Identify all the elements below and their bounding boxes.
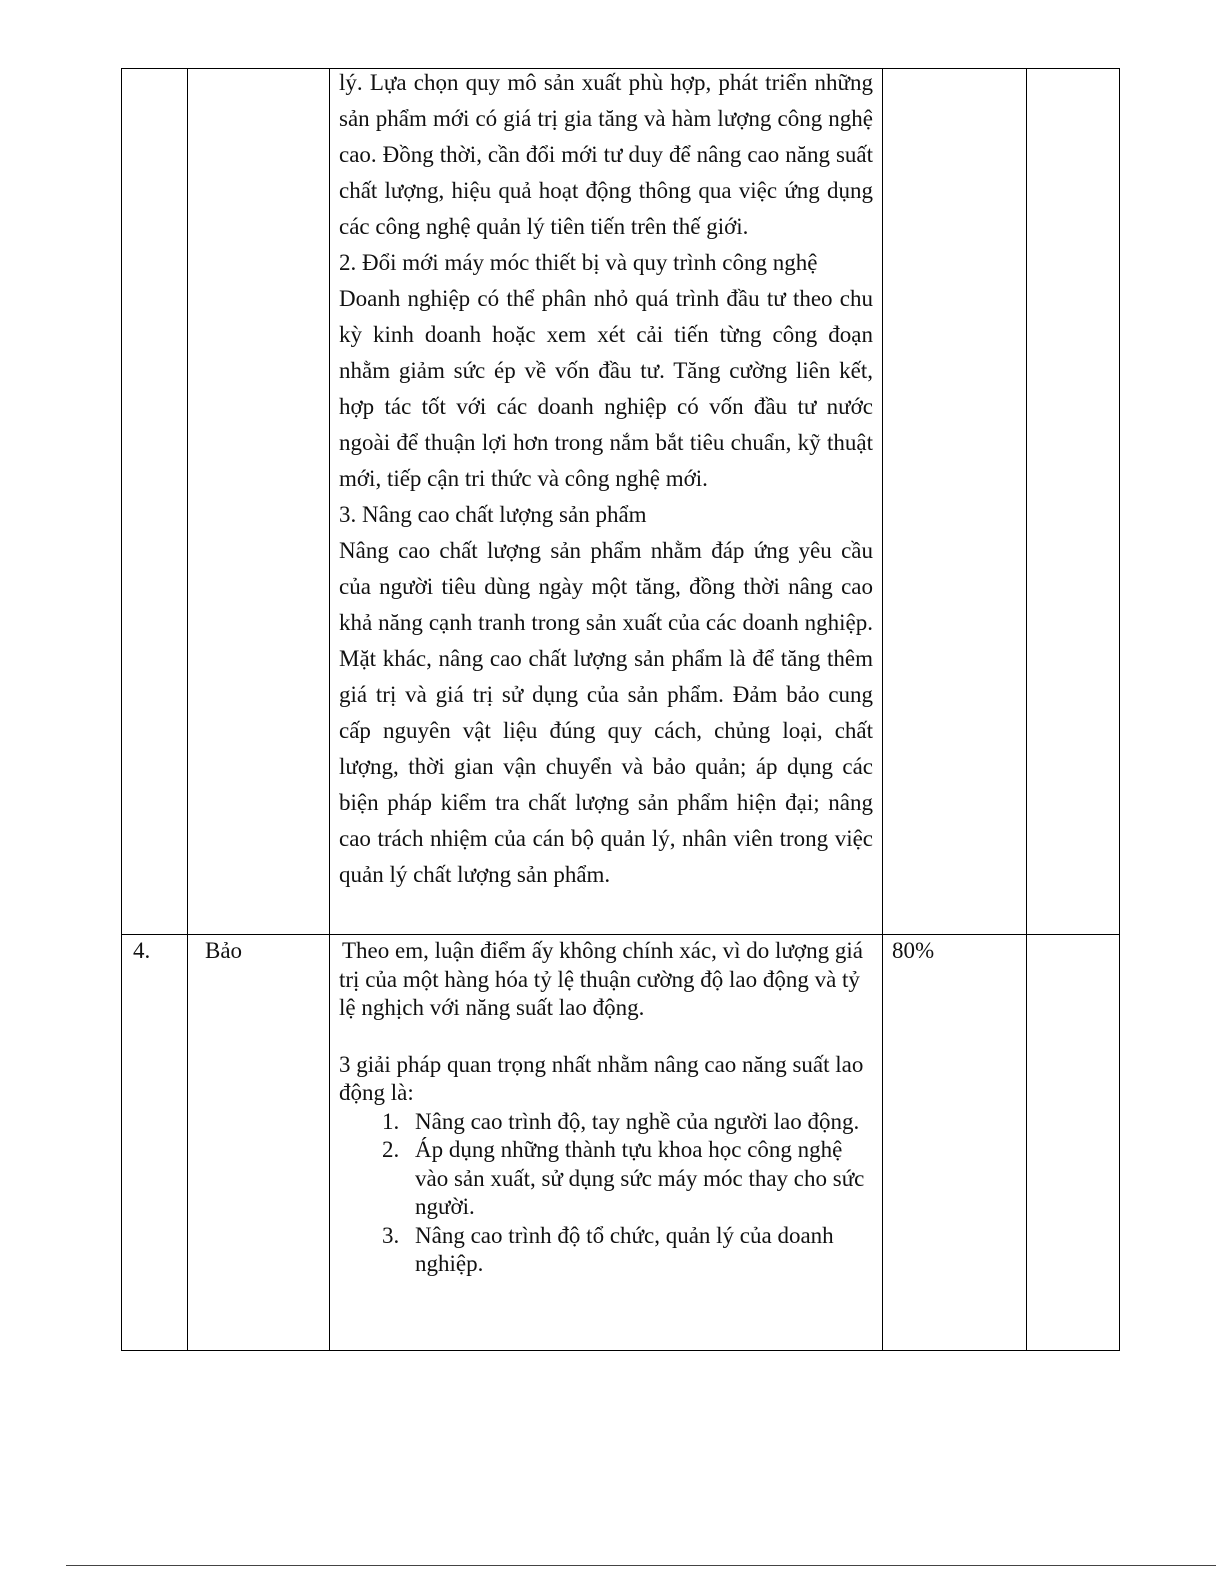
answer-intro: 3 giải pháp quan trọng nhất nhằm nâng cao năng suất lao động là: [339, 1051, 864, 1105]
list-item: 3. Nâng cao trình độ tổ chức, quản lý của doanh nghiệp. [405, 1222, 870, 1279]
answer-subheading: 3. Nâng cao chất lượng sản phẩm [339, 502, 647, 527]
answer-statement: Theo em, luận điểm ấy không chính xác, vì do lượng giá trị của một hàng hóa tỷ lệ thuận cường độ lao động và tỷ lệ nghịch với năng suất lao động. [339, 938, 863, 1020]
footer-divider [66, 1565, 1216, 1566]
answer-subheading: 2. Đổi mới máy móc thiết bị và quy trình công nghệ [339, 250, 818, 275]
score-cell [883, 69, 1027, 935]
answer-paragraph: Nâng cao chất lượng sản phẩm nhằm đáp ứng yêu cầu của người tiêu dùng ngày một tăng, đồng thời nâng cao khả năng cạnh tranh trong sản xuất của các doanh nghiệp. Mặt khác, nâng cao chất lượng sản phẩm là để tăng thêm giá trị và giá trị sử dụng của sản phẩm. Đảm bảo cung cấp nguyên vật liệu đúng quy cách, chủng loại, chất lượng, thời gian vận chuyển và bảo quản; áp dụng các biện pháp kiểm tra chất lượng sản phẩm hiện đại; nâng cao trách nhiệm của cán bộ quản lý, nhân viên trong việc quản lý chất lượng sản phẩm. [339, 538, 873, 887]
list-item: 1. Nâng cao trình độ, tay nghề của người lao động. [405, 1108, 870, 1137]
answer-paragraph: lý. Lựa chọn quy mô sản xuất phù hợp, phát triển những sản phẩm mới có giá trị gia tăng và hàm lượng công nghệ cao. Đồng thời, cần đổi mới tư duy để nâng cao năng suất chất lượng, hiệu quả hoạt động thông qua việc ứng dụng các công nghệ quản lý tiên tiến trên thế giới. [339, 70, 873, 239]
student-name: Bảo [205, 938, 243, 963]
answer-continuation [330, 65, 882, 893]
table-row-continuation [122, 69, 1120, 935]
number-cell [122, 69, 188, 935]
note-cell [1027, 69, 1120, 935]
answer-content [330, 935, 882, 1279]
score-value: 80% [892, 938, 935, 963]
number-cell [122, 935, 188, 1351]
table-row-4 [122, 935, 1120, 1351]
answer-cell [330, 69, 883, 935]
answer-paragraph: Doanh nghiệp có thể phân nhỏ quá trình đầu tư theo chu kỳ kinh doanh hoặc xem xét cải tiến từng công đoạn nhằm giảm sức ép về vốn đầu tư. Tăng cường liên kết, hợp tác tốt với các doanh nghiệp có vốn đầu tư nước ngoài để thuận lợi hơn trong nắm bắt tiêu chuẩn, kỹ thuật mới, tiếp cận tri thức và công nghệ mới. [339, 286, 873, 491]
note-cell [1027, 935, 1120, 1351]
name-cell [188, 69, 330, 935]
row-number: 4. [133, 938, 151, 963]
answer-cell [330, 935, 883, 1351]
score-cell [883, 935, 1027, 1351]
name-cell [188, 935, 330, 1351]
solutions-list [339, 1108, 870, 1279]
evaluation-table [121, 68, 1120, 1351]
list-item: 2. Áp dụng những thành tựu khoa học công nghệ vào sản xuất, sử dụng sức máy móc thay cho sức người. [405, 1136, 870, 1222]
